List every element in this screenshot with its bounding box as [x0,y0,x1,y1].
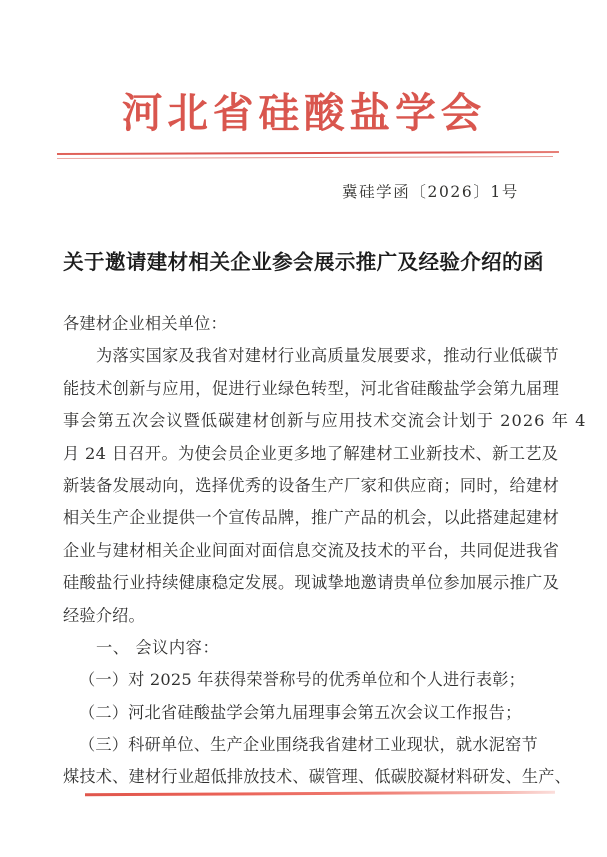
letterhead-organization-name: 河北省硅酸盐学会 [121,89,486,137]
salutation: 各建材企业相关单位： [63,314,227,333]
letterhead-rule-thin [57,156,553,159]
section-item: 煤技术、建材行业超低排放技术、碳管理、低碳胶凝材料研发、生产、 [63,767,572,787]
body-line: 经验介绍。 [63,605,145,625]
body-line: 相关生产企业提供一个宣传品牌，推广产品的机会，以此搭建起建材 [63,508,560,528]
body-line: 能技术创新与应用，促进行业绿色转型，河北省硅酸盐学会第九届理 [63,378,560,398]
section-item: （三）科研单位、生产企业围绕我省建材工业现状，就水泥窑节 [79,735,538,755]
document-body [63,308,587,794]
body-line: 月 24 日召开。为使会员企业更多地了解建材工业新技术、新工艺及 [63,443,559,463]
section-item: （一）对 2025 年获得荣誉称号的优秀单位和个人进行表彰； [79,670,525,690]
document-number: 冀硅学函〔2026〕1号 [341,183,519,201]
body-line: 硅酸盐行业持续健康稳定发展。现诚挚地邀请贵单位参加展示推广及 [63,573,560,593]
letterhead-rule-thick [57,151,559,155]
section-item: （二）河北省硅酸盐学会第九届理事会第五次会议工作报告； [79,702,522,722]
body-line: 事会第五次会议暨低碳建材创新与应用技术交流会计划于 2026 年 4 [63,411,587,431]
document-title: 关于邀请建材相关企业参会展示推广及经验介绍的函 [63,250,544,274]
section-heading: 一、 会议内容： [96,637,220,657]
letterhead [0,88,607,139]
letterhead-double-rule [57,151,559,163]
body-line: 为落实国家及我省对建材行业高质量发展要求，推动行业低碳节 [96,346,560,366]
body-line: 企业与建材相关企业间面对面信息交流及技术的平台，共同促进我省 [63,540,560,560]
body-line: 新装备发展动向，选择优秀的设备生产厂家和供应商；同时，给建材 [63,475,560,495]
